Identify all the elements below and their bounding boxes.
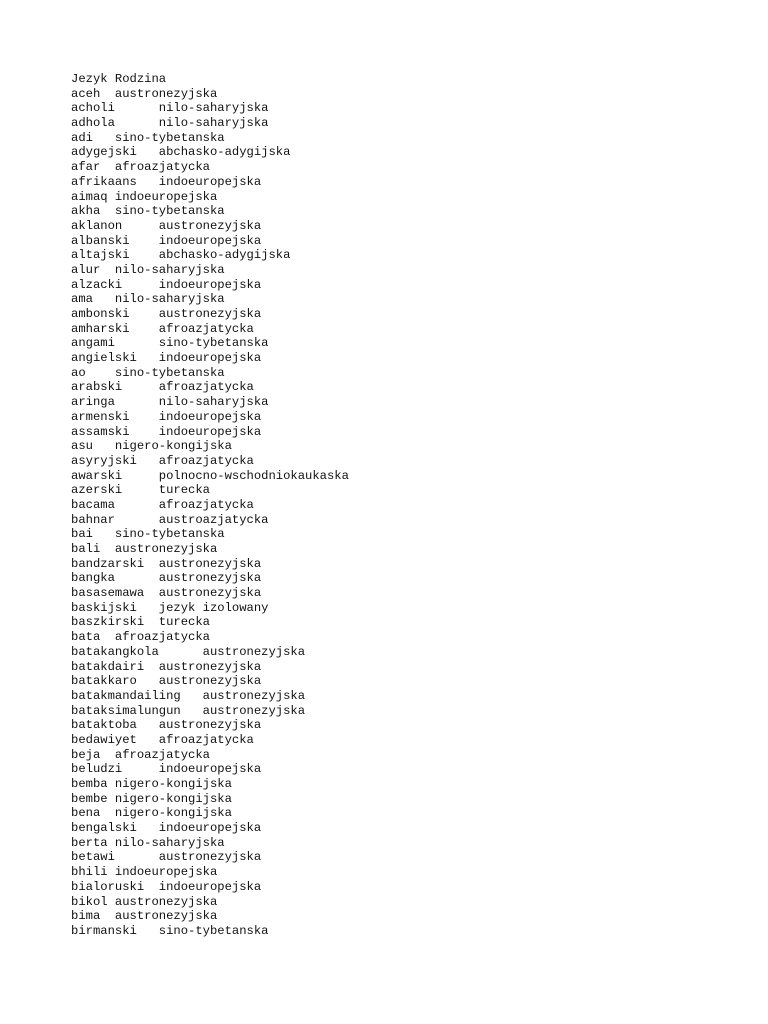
language-line: bikol austronezyjska xyxy=(71,894,218,909)
language-line: bembe nigero-kongijska xyxy=(71,791,232,806)
language-line: bangka austronezyjska xyxy=(71,571,262,586)
language-line: amharski afroazjatycka xyxy=(71,321,254,336)
language-line: alzacki indoeuropejska xyxy=(71,277,262,292)
language-line: aceh austronezyjska xyxy=(71,86,218,101)
language-line: bata afroazjatycka xyxy=(71,630,210,645)
language-line: bhili indoeuropejska xyxy=(71,865,218,880)
language-line: basasemawa austronezyjska xyxy=(71,586,262,601)
language-line: bialoruski indoeuropejska xyxy=(71,879,262,894)
language-line: beludzi indoeuropejska xyxy=(71,762,262,777)
language-line: bai sino-tybetanska xyxy=(71,527,225,542)
language-line: bemba nigero-kongijska xyxy=(71,777,232,791)
language-line: aringa nilo-saharyjska xyxy=(71,395,269,410)
language-line: azerski turecka xyxy=(71,483,210,498)
language-line: ambonski austronezyjska xyxy=(71,307,262,321)
language-line: angami sino-tybetanska xyxy=(71,336,269,351)
language-line: afar afroazjatycka xyxy=(71,160,210,175)
language-line: alur nilo-saharyjska xyxy=(71,262,225,277)
language-line: bali austronezyjska xyxy=(71,542,218,556)
language-line: bacama afroazjatycka xyxy=(71,497,254,512)
language-line: bengalski indoeuropejska xyxy=(71,821,262,836)
language-line: armenski indoeuropejska xyxy=(71,409,262,424)
language-line: ama nilo-saharyjska xyxy=(71,292,225,307)
language-line: bahnar austroazjatycka xyxy=(71,512,269,527)
language-line: adi sino-tybetanska xyxy=(71,130,225,145)
language-line: acholi nilo-saharyjska xyxy=(71,101,269,116)
language-line: asyryjski afroazjatycka xyxy=(71,453,254,468)
language-line: batakdairi austronezyjska xyxy=(71,659,262,674)
language-line: awarski polnocno-wschodniokaukaska xyxy=(71,468,349,483)
language-line: angielski indoeuropejska xyxy=(71,351,262,366)
language-line: batakangkola austronezyjska xyxy=(71,644,306,659)
language-line: aimaq indoeuropejska xyxy=(71,189,218,204)
language-line: batakmandailing austronezyjska xyxy=(71,688,306,703)
language-line: baskijski jezyk izolowany xyxy=(71,600,269,615)
language-line: bena nigero-kongijska xyxy=(71,806,232,821)
header-line: Jezyk Rodzina xyxy=(71,72,167,86)
language-line: batakkaro austronezyjska xyxy=(71,674,262,689)
language-line: adygejski abchasko-adygijska xyxy=(71,145,291,160)
language-line: assamski indoeuropejska xyxy=(71,424,262,439)
language-line: adhola nilo-saharyjska xyxy=(71,116,269,131)
language-line: beja afroazjatycka xyxy=(71,747,210,762)
language-line: berta nilo-saharyjska xyxy=(71,835,225,850)
language-line: baszkirski turecka xyxy=(71,615,210,630)
language-line: bima austronezyjska xyxy=(71,909,218,924)
language-line: aklanon austronezyjska xyxy=(71,218,262,233)
language-line: bandzarski austronezyjska xyxy=(71,556,262,571)
language-line: albanski indoeuropejska xyxy=(71,233,262,248)
language-line: birmanski sino-tybetanska xyxy=(71,923,269,938)
language-line: afrikaans indoeuropejska xyxy=(71,174,262,189)
language-line: arabski afroazjatycka xyxy=(71,380,254,395)
language-line: altajski abchasko-adygijska xyxy=(71,248,291,263)
language-line: betawi austronezyjska xyxy=(71,850,262,865)
language-line: bataktoba austronezyjska xyxy=(71,718,262,733)
language-line: bataksimalungun austronezyjska xyxy=(71,703,306,718)
language-line: bedawiyet afroazjatycka xyxy=(71,732,254,747)
document-page xyxy=(71,72,731,939)
language-line: ao sino-tybetanska xyxy=(71,365,225,380)
language-line: asu nigero-kongijska xyxy=(71,439,232,454)
language-line: akha sino-tybetanska xyxy=(71,204,225,219)
